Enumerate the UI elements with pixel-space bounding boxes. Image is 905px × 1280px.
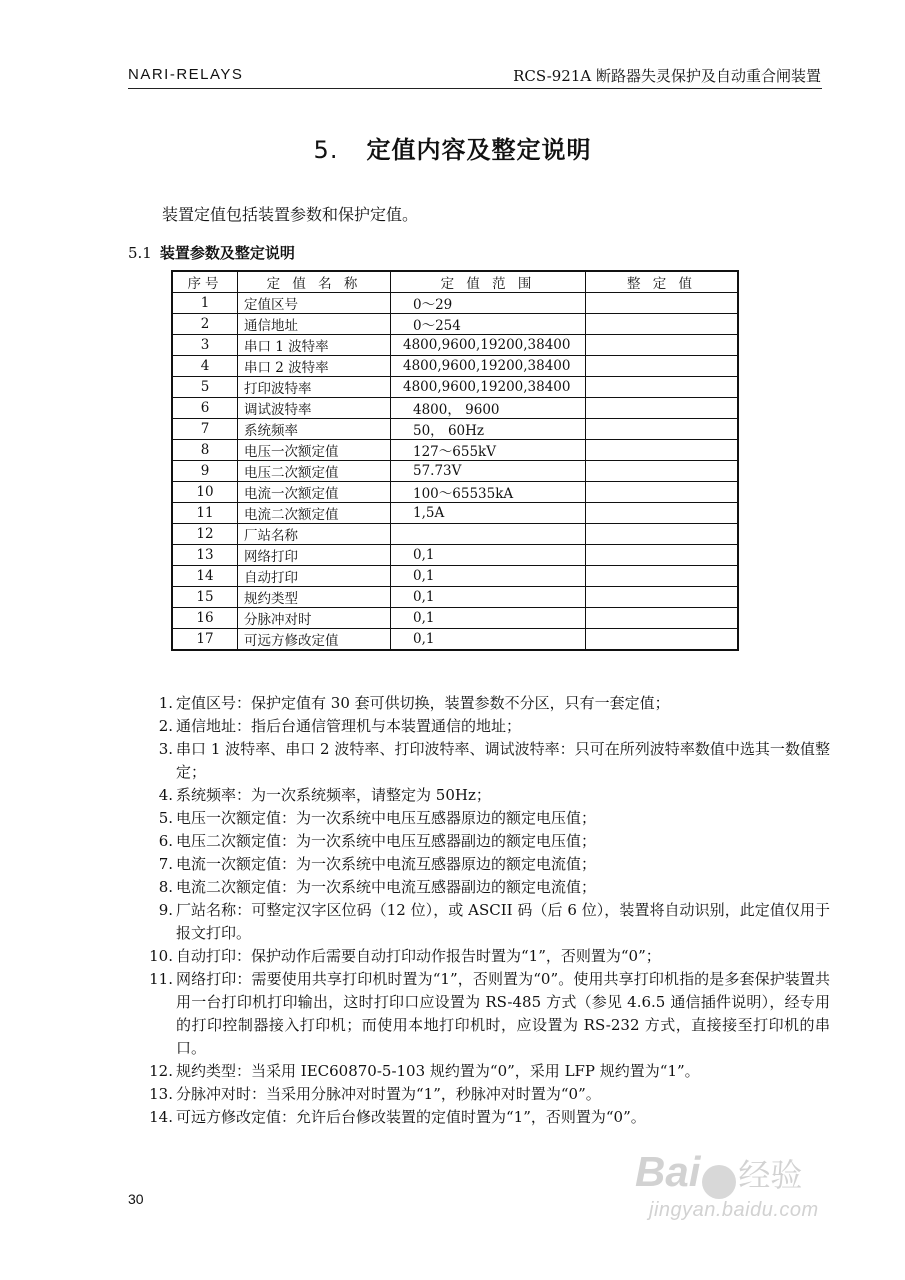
row-name: 定值区号 xyxy=(238,293,391,314)
row-range: 0～29 xyxy=(391,293,586,314)
section-title: 装置参数及整定说明 xyxy=(159,244,295,262)
row-range: 4800,9600,19200,38400 xyxy=(391,335,586,356)
row-index: 2 xyxy=(172,314,238,335)
note-item xyxy=(140,784,830,807)
row-setting xyxy=(586,461,739,482)
row-range: 57.73V xyxy=(391,461,586,482)
row-index: 15 xyxy=(172,587,238,608)
chapter-number: 5. xyxy=(313,136,339,164)
note-item xyxy=(140,1083,830,1106)
col-header-index: 序号 xyxy=(172,271,238,293)
table-row xyxy=(172,314,738,335)
chapter-title-text: 定值内容及整定说明 xyxy=(366,136,592,164)
row-index: 14 xyxy=(172,566,238,587)
row-name: 调试波特率 xyxy=(238,398,391,419)
section-heading xyxy=(128,242,295,263)
row-name: 电压二次额定值 xyxy=(238,461,391,482)
row-name: 可远方修改定值 xyxy=(238,629,391,651)
table-row xyxy=(172,566,738,587)
row-index: 17 xyxy=(172,629,238,651)
row-setting xyxy=(586,524,739,545)
table-row xyxy=(172,461,738,482)
note-item xyxy=(140,807,830,830)
table-row xyxy=(172,293,738,314)
row-setting xyxy=(586,440,739,461)
note-item xyxy=(140,1106,830,1129)
paw-icon xyxy=(702,1165,736,1199)
row-setting xyxy=(586,587,739,608)
table-row xyxy=(172,545,738,566)
table-row xyxy=(172,398,738,419)
row-setting xyxy=(586,608,739,629)
row-name: 电流一次额定值 xyxy=(238,482,391,503)
note-text: 通信地址：指后台通信管理机与本装置通信的地址； xyxy=(176,717,522,735)
row-index: 6 xyxy=(172,398,238,419)
note-item xyxy=(140,968,830,1060)
note-text: 规约类型：当采用 IEC60870-5-103 规约置为“0”，采用 LFP 规约置为“1”。 xyxy=(176,1062,700,1080)
row-setting xyxy=(586,377,739,398)
row-setting xyxy=(586,545,739,566)
row-index: 11 xyxy=(172,503,238,524)
watermark-url: jingyan.baidu.com xyxy=(649,1198,819,1221)
notes-list xyxy=(140,692,830,1129)
row-range: 0,1 xyxy=(391,545,586,566)
note-text: 厂站名称：可整定汉字区位码（12 位），或 ASCII 码（后 6 位），装置将自动识别，此定值仅用于报文打印。 xyxy=(176,901,830,942)
table-row xyxy=(172,335,738,356)
row-range: 4800,9600,19200,38400 xyxy=(391,377,586,398)
note-number: 7. xyxy=(158,855,173,873)
row-index: 1 xyxy=(172,293,238,314)
section-number: 5.1 xyxy=(128,244,152,262)
note-number: 6. xyxy=(158,832,173,850)
table-header-row xyxy=(172,271,738,293)
note-number: 3. xyxy=(158,740,173,758)
note-item xyxy=(140,899,830,945)
row-setting xyxy=(586,335,739,356)
row-name: 打印波特率 xyxy=(238,377,391,398)
row-name: 电流二次额定值 xyxy=(238,503,391,524)
note-text: 电压一次额定值：为一次系统中电压互感器原边的额定电压值； xyxy=(176,809,597,827)
col-header-range: 定 值 范 围 xyxy=(391,271,586,293)
note-number: 5. xyxy=(158,809,173,827)
note-number: 1. xyxy=(158,694,173,712)
note-text: 系统频率：为一次系统频率，请整定为 50Hz； xyxy=(176,786,491,804)
table-row xyxy=(172,503,738,524)
note-item xyxy=(140,1060,830,1083)
row-index: 10 xyxy=(172,482,238,503)
row-name: 通信地址 xyxy=(238,314,391,335)
note-number: 10. xyxy=(149,947,173,965)
note-number: 4. xyxy=(158,786,173,804)
intro-paragraph: 装置定值包括装置参数和保护定值。 xyxy=(162,205,419,224)
row-name: 规约类型 xyxy=(238,587,391,608)
note-text: 可远方修改定值：允许后台修改装置的定值时置为“1”，否则置为“0”。 xyxy=(176,1108,646,1126)
row-range xyxy=(391,524,586,545)
row-name: 串口 2 波特率 xyxy=(238,356,391,377)
row-range: 0～254 xyxy=(391,314,586,335)
row-range: 4800， 9600 xyxy=(391,398,586,419)
col-header-setting: 整 定 值 xyxy=(586,271,739,293)
note-number: 9. xyxy=(158,901,173,919)
note-item xyxy=(140,830,830,853)
row-range: 127～655kV xyxy=(391,440,586,461)
table-row xyxy=(172,377,738,398)
table-row xyxy=(172,482,738,503)
row-name: 串口 1 波特率 xyxy=(238,335,391,356)
note-text: 分脉冲对时：当采用分脉冲对时置为“1”，秒脉冲对时置为“0”。 xyxy=(176,1085,601,1103)
header-divider xyxy=(128,88,822,89)
header-brand: NARI-RELAYS xyxy=(128,66,244,83)
row-index: 9 xyxy=(172,461,238,482)
note-item xyxy=(140,715,830,738)
note-text: 串口 1 波特率、串口 2 波特率、打印波特率、调试波特率：只可在所列波特率数值中选其一数值整定； xyxy=(176,740,830,781)
note-text: 电流二次额定值：为一次系统中电流互感器副边的额定电流值； xyxy=(176,878,597,896)
row-setting xyxy=(586,398,739,419)
row-index: 16 xyxy=(172,608,238,629)
baidu-watermark xyxy=(635,1148,865,1248)
page-number: 30 xyxy=(128,1191,144,1207)
chapter-title xyxy=(0,130,905,165)
note-number: 2. xyxy=(158,717,173,735)
table-row xyxy=(172,419,738,440)
note-text: 自动打印：保护动作后需要自动打印动作报告时置为“1”，否则置为“0”； xyxy=(176,947,661,965)
note-number: 13. xyxy=(149,1085,173,1103)
row-index: 13 xyxy=(172,545,238,566)
header-doc-title: RCS-921A 断路器失灵保护及自动重合闸装置 xyxy=(513,67,821,85)
row-index: 5 xyxy=(172,377,238,398)
row-range: 0,1 xyxy=(391,587,586,608)
row-range: 1,5A xyxy=(391,503,586,524)
row-index: 8 xyxy=(172,440,238,461)
row-setting xyxy=(586,503,739,524)
table-row xyxy=(172,356,738,377)
row-index: 12 xyxy=(172,524,238,545)
row-name: 自动打印 xyxy=(238,566,391,587)
row-index: 7 xyxy=(172,419,238,440)
row-setting xyxy=(586,482,739,503)
table-row xyxy=(172,440,738,461)
watermark-logo: Bai xyxy=(635,1148,701,1195)
row-range: 0,1 xyxy=(391,608,586,629)
table-row xyxy=(172,629,738,651)
row-range: 4800,9600,19200,38400 xyxy=(391,356,586,377)
row-range: 50， 60Hz xyxy=(391,419,586,440)
note-number: 8. xyxy=(158,878,173,896)
row-setting xyxy=(586,566,739,587)
row-range: 100～65535kA xyxy=(391,482,586,503)
note-number: 11. xyxy=(149,970,173,988)
note-text: 电压二次额定值：为一次系统中电压互感器副边的额定电压值； xyxy=(176,832,597,850)
table-row xyxy=(172,524,738,545)
row-name: 电压一次额定值 xyxy=(238,440,391,461)
table-row xyxy=(172,587,738,608)
row-range: 0,1 xyxy=(391,566,586,587)
row-setting xyxy=(586,293,739,314)
note-number: 14. xyxy=(149,1108,173,1126)
note-text: 电流一次额定值：为一次系统中电流互感器原边的额定电流值； xyxy=(176,855,597,873)
col-header-name: 定 值 名 称 xyxy=(238,271,391,293)
note-item xyxy=(140,876,830,899)
watermark-logo-tail: 经验 xyxy=(738,1156,803,1194)
row-name: 系统频率 xyxy=(238,419,391,440)
row-setting xyxy=(586,356,739,377)
row-range: 0,1 xyxy=(391,629,586,651)
row-setting xyxy=(586,419,739,440)
note-item xyxy=(140,692,830,715)
note-item xyxy=(140,853,830,876)
row-index: 4 xyxy=(172,356,238,377)
row-setting xyxy=(586,629,739,651)
note-item xyxy=(140,738,830,784)
note-number: 12. xyxy=(149,1062,173,1080)
params-table xyxy=(171,270,739,651)
row-name: 网络打印 xyxy=(238,545,391,566)
note-text: 定值区号：保护定值有 30 套可供切换，装置参数不分区，只有一套定值； xyxy=(176,694,670,712)
table-row xyxy=(172,608,738,629)
note-text: 网络打印：需要使用共享打印机时置为“1”，否则置为“0”。使用共享打印机指的是多套保护装置共用一台打印机打印输出，这时打印口应设置为 RS-485 方式（参见 4.6.5 通信插件说明），经专用的打印控制器接入打印机；而使用本地打印机时，应设置为 RS-232 方式，直接接至打印机的串口。 xyxy=(176,970,830,1057)
table-body xyxy=(172,293,738,651)
row-name: 厂站名称 xyxy=(238,524,391,545)
row-setting xyxy=(586,314,739,335)
note-item xyxy=(140,945,830,968)
row-name: 分脉冲对时 xyxy=(238,608,391,629)
row-index: 3 xyxy=(172,335,238,356)
